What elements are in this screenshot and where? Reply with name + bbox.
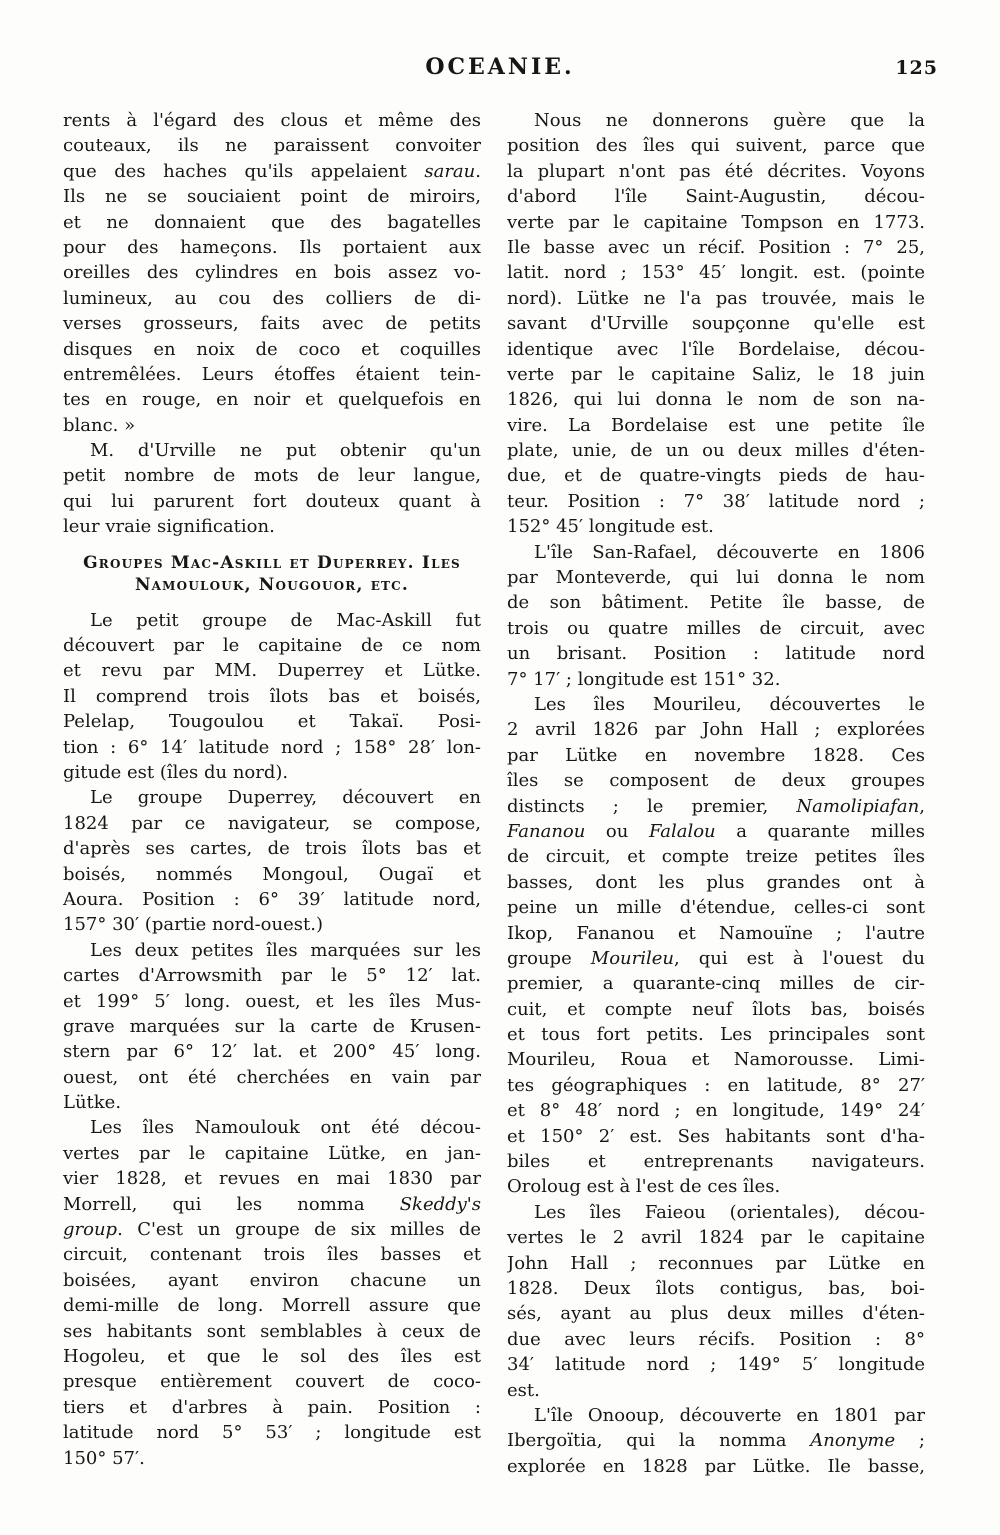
text-line: sés, ayant au plus deux milles d'éten- bbox=[507, 1303, 925, 1325]
text-line: et ne donnaient que des bagatelles bbox=[63, 211, 481, 233]
paragraph bbox=[507, 1403, 925, 1479]
text-line: nord). Lütke ne l'a pas trouvée, mais le bbox=[507, 287, 925, 309]
text-line: vier 1828, et revues en mai 1830 par bbox=[63, 1168, 481, 1190]
text-column-right bbox=[507, 108, 925, 1479]
text-line: 1828. Deux îlots contigus, bas, boi- bbox=[507, 1277, 925, 1299]
text-line: lumineux, au cou des colliers de di- bbox=[63, 287, 481, 309]
paragraph bbox=[507, 692, 925, 1200]
text-line: oreilles des cylindres en bois assez vo- bbox=[63, 262, 481, 284]
text-line: savant d'Urville soupçonne qu'elle est bbox=[507, 313, 925, 335]
text-line: circuit, contenant trois îles basses et bbox=[63, 1244, 481, 1266]
paragraph bbox=[63, 1115, 481, 1470]
text-line: tes géographiques : en latitude, 8° 27′ bbox=[507, 1074, 925, 1096]
text-line: due, et de quatre-vingts pieds de hau- bbox=[507, 465, 925, 487]
text-line: par Monteverde, qui lui donna le nom bbox=[507, 567, 925, 589]
text-line: Ikop, Fananou et Namouïne ; l'autre bbox=[507, 922, 925, 944]
paragraph bbox=[63, 438, 481, 540]
text-line: Il comprend trois îlots bas et boisés, bbox=[63, 685, 481, 707]
paragraph bbox=[507, 540, 925, 692]
text-line: Hogoleu, et que le sol des îles est bbox=[63, 1345, 481, 1367]
section-heading bbox=[63, 552, 481, 596]
text-line: et 8° 48′ nord ; en longitude, 149° 24′ bbox=[507, 1100, 925, 1122]
text-line: stern par 6° 12′ lat. et 200° 45′ long. bbox=[63, 1041, 481, 1063]
text-line: peine un mille d'étendue, celles-ci sont bbox=[507, 897, 925, 919]
text-line: Nous ne donnerons guère que la bbox=[534, 110, 925, 131]
text-line: ses habitants sont semblables à ceux de bbox=[63, 1320, 481, 1342]
text-line: Les îles Mourileu, découvertes le bbox=[534, 693, 925, 715]
text-line: L'île San-Rafael, découverte en 1806 bbox=[534, 541, 925, 563]
text-line: teur. Position : 7° 38′ latitude nord ; bbox=[507, 490, 925, 512]
text-line: group. C'est un groupe de six milles de bbox=[63, 1219, 481, 1241]
text-line: verses grosseurs, faits avec de petits bbox=[63, 313, 481, 335]
text-line: la plupart n'ont pas été décrites. Voyons bbox=[507, 160, 925, 182]
heading-line: Groupes Mac-Askill et Duperrey. Iles bbox=[83, 552, 461, 573]
text-line: presque entièrement couvert de coco- bbox=[63, 1371, 481, 1393]
text-line: tes en rouge, en noir et quelquefois en bbox=[63, 389, 481, 411]
paragraph bbox=[63, 938, 481, 1116]
text-line: blanc. » bbox=[63, 414, 136, 436]
text-line: que des haches qu'ils appelaient sarau. bbox=[63, 160, 481, 182]
text-line: est. bbox=[507, 1379, 540, 1401]
text-line: vire. La Bordelaise est une petite île bbox=[507, 414, 925, 436]
text-line: latit. nord ; 153° 45′ longit. est. (pointe bbox=[507, 262, 925, 284]
text-line: cartes d'Arrowsmith par le 5° 12′ lat. bbox=[63, 965, 481, 987]
page-number: 125 bbox=[895, 57, 938, 79]
page-title: OCEANIE. bbox=[425, 54, 575, 80]
text-line: 2 avril 1826 par John Hall ; explorées bbox=[507, 719, 925, 741]
text-line: 7° 17′ ; longitude est 151° 32. bbox=[507, 668, 781, 690]
paragraph bbox=[507, 108, 925, 540]
text-column-left bbox=[63, 108, 481, 1479]
text-line: d'après ses cartes, de trois îlots bas et bbox=[63, 838, 481, 860]
text-line: de circuit, et compte treize petites îles bbox=[507, 846, 925, 868]
text-line: d'abord l'île Saint-Augustin, décou- bbox=[507, 186, 925, 208]
text-line: Les îles Faieou (orientales), décou- bbox=[534, 1201, 925, 1223]
text-line: demi-mille de long. Morrell assure que bbox=[63, 1295, 481, 1317]
text-line: trois ou quatre milles de circuit, avec bbox=[507, 617, 925, 639]
text-line: Pelelap, Tougoulou et Takaï. Posi- bbox=[63, 711, 481, 733]
text-line: rents à l'égard des clous et même des bbox=[63, 110, 481, 131]
text-line: îles se composent de deux groupes bbox=[507, 770, 925, 792]
text-line: vertes par le capitaine Lütke, en jan- bbox=[63, 1142, 481, 1164]
text-line: Ibergoïtia, qui la nomma Anonyme ; bbox=[507, 1430, 925, 1452]
text-line: et revu par MM. Duperrey et Lütke. bbox=[63, 660, 481, 682]
text-line: et 199° 5′ long. ouest, et les îles Mus- bbox=[63, 990, 481, 1012]
text-line: position des îles qui suivent, parce que bbox=[507, 135, 925, 157]
text-line: qui lui parurent fort douteux quant à bbox=[63, 490, 481, 512]
text-line: 157° 30′ (partie nord-ouest.) bbox=[63, 914, 323, 936]
text-line: Aoura. Position : 6° 39′ latitude nord, bbox=[63, 888, 481, 910]
text-line: plate, unie, de un ou deux milles d'éten- bbox=[507, 440, 925, 462]
text-line: tiers et d'arbres à pain. Position : bbox=[63, 1396, 481, 1418]
text-line: Ile basse avec un récif. Position : 7° 25, bbox=[507, 236, 925, 258]
text-line: ouest, ont été cherchées en vain par bbox=[63, 1066, 481, 1088]
text-line: Ils ne se souciaient point de miroirs, bbox=[63, 186, 481, 208]
text-line: identique avec l'île Bordelaise, décou- bbox=[507, 338, 925, 360]
text-line: grave marquées sur la carte de Krusen- bbox=[63, 1015, 481, 1037]
text-line: 152° 45′ longitude est. bbox=[507, 516, 714, 538]
text-line: premier, a quarante-cinq milles de cir- bbox=[507, 973, 925, 995]
text-line: Oroloug est à l'est de ces îles. bbox=[507, 1176, 781, 1198]
text-line: explorée en 1828 par Lütke. Ile basse, bbox=[507, 1455, 925, 1477]
text-line: tion : 6° 14′ latitude nord ; 158° 28′ lon- bbox=[63, 736, 481, 758]
text-line: 1824 par ce navigateur, se compose, bbox=[63, 812, 481, 834]
text-line: leur vraie signification. bbox=[63, 516, 275, 538]
text-line: Le petit groupe de Mac-Askill fut bbox=[90, 609, 481, 631]
paragraph bbox=[63, 608, 481, 786]
text-line: et 150° 2′ est. Ses habitants sont d'ha- bbox=[507, 1125, 925, 1147]
heading-line: Namoulouk, Nougouor, etc. bbox=[134, 574, 410, 595]
text-line: verte par le capitaine Tompson en 1773. bbox=[507, 211, 925, 233]
text-line: petit nombre de mots de leur langue, bbox=[63, 465, 481, 487]
text-line: verte par le capitaine Saliz, le 18 juin bbox=[507, 363, 925, 385]
text-line: boisés, nommés Mongoul, Ougaï et bbox=[63, 863, 481, 885]
text-line: pour des hameçons. Ils portaient aux bbox=[63, 236, 481, 258]
paragraph bbox=[63, 108, 481, 438]
paragraph bbox=[507, 1200, 925, 1403]
page-header bbox=[0, 54, 1000, 98]
text-columns bbox=[0, 98, 1000, 1479]
text-line: par Lütke en novembre 1828. Ces bbox=[507, 744, 925, 766]
text-line: 150° 57′. bbox=[63, 1447, 145, 1469]
text-line: 34′ latitude nord ; 149° 5′ longitude bbox=[507, 1354, 925, 1376]
text-line: John Hall ; reconnues par Lütke en bbox=[507, 1252, 925, 1274]
text-line: 1826, qui lui donna le nom de son na- bbox=[507, 389, 925, 411]
text-line: groupe Mourileu, qui est à l'ouest du bbox=[507, 947, 925, 969]
text-line: gitude est (îles du nord). bbox=[63, 761, 289, 783]
text-line: boisées, ayant environ chacune un bbox=[63, 1269, 481, 1291]
text-line: cuit, et compte neuf îlots bas, boisés bbox=[507, 998, 925, 1020]
text-line: Morrell, qui les nomma Skeddy's bbox=[63, 1193, 481, 1215]
paragraph bbox=[63, 785, 481, 937]
text-line: latitude nord 5° 53′ ; longitude est bbox=[63, 1422, 481, 1444]
text-line: M. d'Urville ne put obtenir qu'un bbox=[90, 440, 481, 462]
text-line: et tous fort petits. Les principales sont bbox=[507, 1024, 925, 1046]
text-line: un brisant. Position : latitude nord bbox=[507, 643, 925, 665]
text-line: Le groupe Duperrey, découvert en bbox=[90, 787, 481, 809]
text-line: de son bâtiment. Petite île basse, de bbox=[507, 592, 925, 614]
text-line: biles et entreprenants navigateurs. bbox=[507, 1151, 925, 1173]
text-line: disques en noix de coco et coquilles bbox=[63, 338, 481, 360]
text-line: Mourileu, Roua et Namorousse. Limi- bbox=[507, 1049, 925, 1071]
text-line: Fananou ou Falalou a quarante milles bbox=[507, 820, 925, 842]
text-line: entremêlées. Leurs étoffes étaient tein- bbox=[63, 363, 481, 385]
text-line: L'île Onooup, découverte en 1801 par bbox=[534, 1404, 925, 1426]
text-line: découvert par le capitaine de ce nom bbox=[63, 635, 481, 657]
text-line: distincts ; le premier, Namolipiafan, bbox=[507, 795, 925, 817]
text-line: Les îles Namoulouk ont été décou- bbox=[90, 1117, 481, 1139]
text-line: basses, dont les plus grandes ont à bbox=[507, 871, 925, 893]
text-line: Les deux petites îles marquées sur les bbox=[90, 939, 481, 961]
text-line: Lütke. bbox=[63, 1092, 122, 1114]
text-line: due avec leurs récifs. Position : 8° bbox=[507, 1328, 925, 1350]
text-line: vertes le 2 avril 1824 par le capitaine bbox=[507, 1227, 925, 1249]
text-line: couteaux, ils ne paraissent convoiter bbox=[63, 135, 481, 157]
